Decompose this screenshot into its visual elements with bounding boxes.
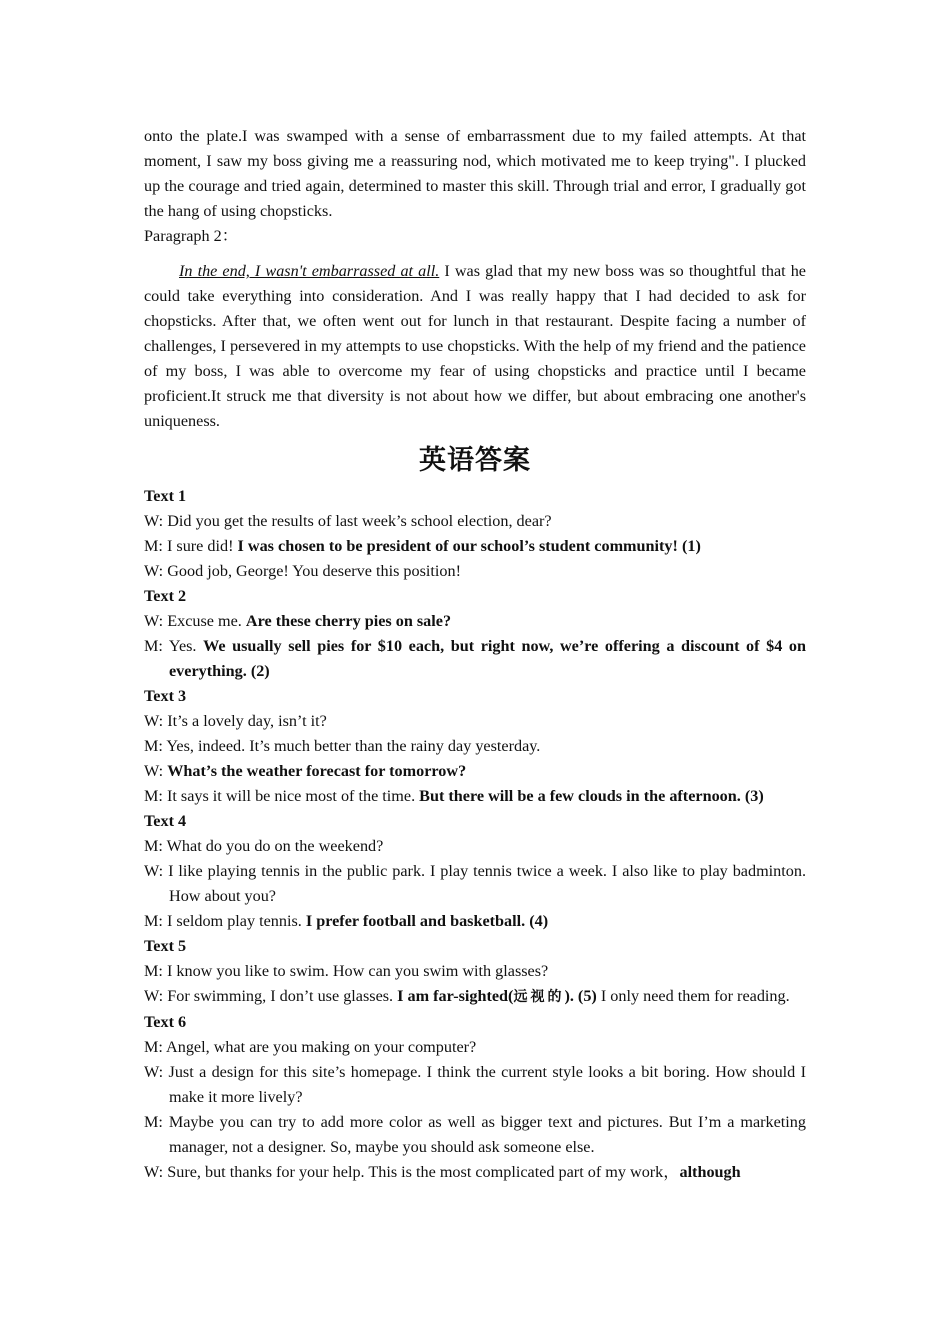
answer-highlight: Are these cherry pies on sale? [245,612,452,630]
answer-highlight: I was chosen to be president of our school’s student community! (1) [237,537,701,555]
dialogue-line: W: Just a design for this site’s homepage. I think the current style looks a bit boring. How should I make it more lively? [144,1063,806,1106]
text-4-title: Text 4 [144,812,187,830]
answer-highlight: although [679,1163,741,1181]
answer-highlight: What’s the weather forecast for tomorrow? [167,762,467,780]
chinese-gloss: 远视的 [513,989,565,1005]
answer-highlight: We usually sell pies for $10 each, but right now, we’re offering a discount of $4 on everything. (2) [169,637,806,680]
text-2-title: Text 2 [144,587,187,605]
dialogue-line: M: Yes, indeed. It’s much better than the rainy day yesterday. [144,737,541,755]
document-page [144,124,806,1185]
text-1-title: Text 1 [144,487,187,505]
answer-highlight: But there will be a few clouds in the afternoon. (3) [419,787,764,805]
transcripts [144,484,806,1185]
answers-heading: 英语答案 [419,445,531,476]
dialogue-line: M: I seldom play tennis. I prefer football and basketball. (4) [144,912,549,930]
text-5-title: Text 5 [144,937,187,955]
paragraph-2-label: Paragraph 2： [144,227,238,245]
text-6-title: Text 6 [144,1013,187,1031]
dialogue-line: W: Sure, but thanks for your help. This is the most complicated part of my work，although [144,1163,741,1181]
dialogue-line: W: What’s the weather forecast for tomorrow? [144,762,467,780]
dialogue-line: M: What do you do on the weekend? [144,837,384,855]
paragraph-2-opening-sentence: In the end, I wasn't embarrassed at all. [179,262,440,280]
dialogue-line: M: I know you like to swim. How can you swim with glasses? [144,962,549,980]
paragraph-2-body: I was glad that my new boss was so thoughtful that he could take everything into consideration. And I was really happy that I had decided to ask for chopsticks. After that, we often went out for lunch in that restaurant. Despite facing a number of challenges, I persevered in my attempts to use chopsticks. With the help of my friend and the patience of my boss, I was able to overcome my fear of using chopsticks and practice until I became proficient.It struck me that diversity is not about how we differ, but about embracing one another's uniqueness. [144,262,806,430]
dialogue-line: W: For swimming, I don’t use glasses. I am far-sighted(远视的). (5) I only need them for reading. [144,987,790,1005]
answer-highlight: I prefer football and basketball. (4) [305,912,549,930]
dialogue-line: M: I sure did! I was chosen to be president of our school’s student community! (1) [144,537,701,555]
dialogue-line: M: Angel, what are you making on your computer? [144,1038,477,1056]
paragraph-1-continuation: onto the plate.I was swamped with a sense of embarrassment due to my failed attempts. At that moment, I saw my boss giving me a reassuring nod, which motivated me to keep trying". I plucked up the courage and tried again, determined to master this skill. Through trial and error, I gradually got the hang of using chopsticks. [144,127,806,220]
text-3-title: Text 3 [144,687,187,705]
dialogue-line: W: It’s a lovely day, isn’t it? [144,712,327,730]
dialogue-line: M: Maybe you can try to add more color as well as bigger text and pictures. But I’m a marketing manager, not a designer. So, maybe you should ask someone else. [144,1113,806,1156]
dialogue-line: W: Excuse me. Are these cherry pies on sale? [144,612,452,630]
dialogue-line: W: I like playing tennis in the public park. I play tennis twice a week. I also like to play badminton. How about you? [144,862,806,905]
dialogue-line: M: Yes. We usually sell pies for $10 each, but right now, we’re offering a discount of $4 on everything. (2) [144,637,806,680]
dialogue-line: W: Did you get the results of last week’s school election, dear? [144,512,552,530]
paragraph-2 [144,259,806,434]
answer-highlight: I am far-sighted( [397,987,514,1005]
dialogue-line: M: It says it will be nice most of the time. But there will be a few clouds in the afternoon. (3) [144,787,764,805]
dialogue-line: W: Good job, George! You deserve this position! [144,562,461,580]
